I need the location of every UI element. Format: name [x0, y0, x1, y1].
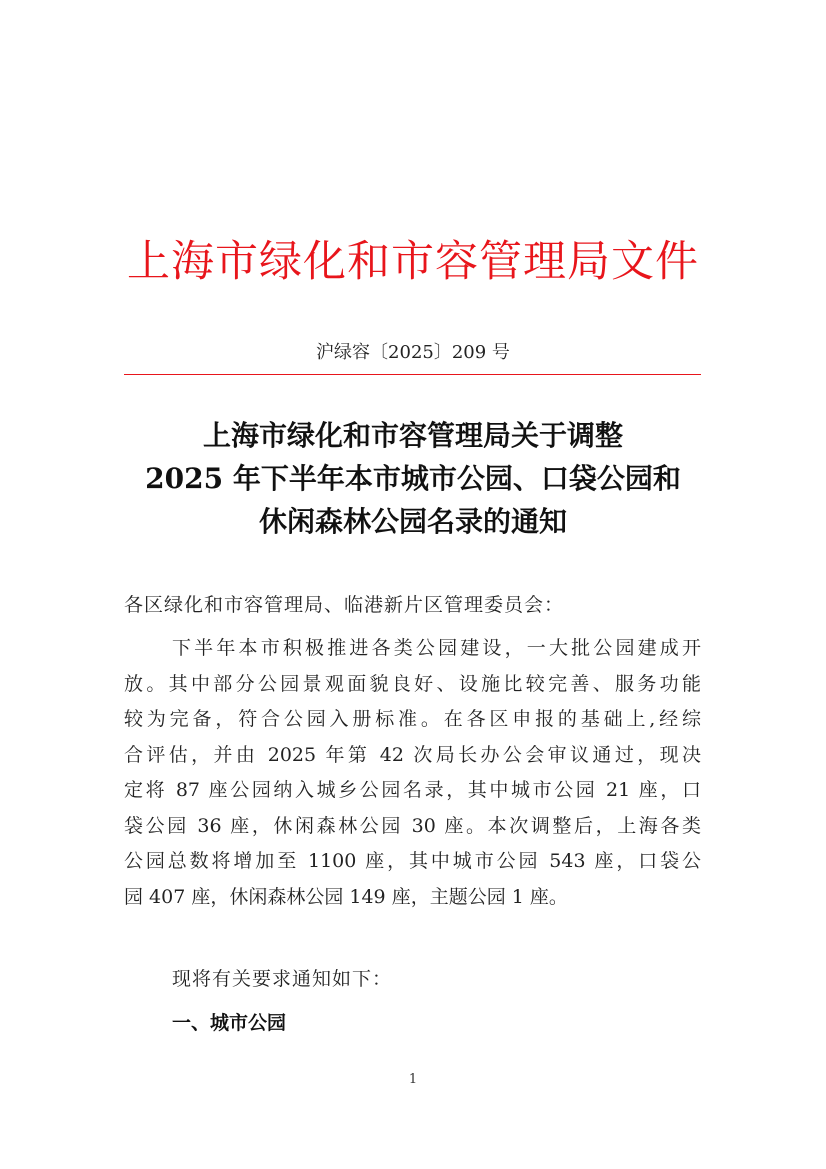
notice-intro-line: 现将有关要求通知如下： [172, 968, 393, 990]
document-number: 沪绿容〔2025〕209 号 [316, 342, 510, 363]
section-heading: 一、城市公园 [172, 1012, 287, 1034]
body-line: 袋公园 36 座，休闲森林公园 30 座。本次调整后，上海各类 [124, 814, 701, 837]
body-line: 定将 87 座公园纳入城乡公园名录，其中城市公园 21 座，口 [124, 779, 701, 801]
red-divider-line [124, 374, 701, 375]
notice-title-line: 休闲森林公园名录的通知 [258, 505, 567, 538]
body-line: 较为完备，符合公园入册标准。在各区申报的基础上,经综 [124, 708, 701, 730]
notice-title-line: 2025 年下半年本市城市公园、口袋公园和 [145, 462, 681, 495]
body-line: 放。其中部分公园景观面貌良好、设施比较完善、服务功能 [124, 672, 701, 695]
salutation: 各区绿化和市容管理局、临港新片区管理委员会： [124, 594, 565, 616]
body-line: 合评估，并由 2025 年第 42 次局长办公会审议通过，现决 [124, 743, 701, 766]
body-line: 公园总数将增加至 1100 座，其中城市公园 543 座，口袋公 [124, 850, 701, 872]
notice-title [110, 414, 716, 543]
body-paragraph [124, 631, 701, 915]
body-line: 园 407 座，休闲森林公园 149 座，主题公园 1 座。 [124, 885, 568, 908]
notice-title-line: 上海市绿化和市容管理局关于调整 [202, 419, 623, 452]
issuer-header-title: 上海市绿化和市容管理局文件 [127, 237, 699, 287]
page-number: 1 [408, 1072, 418, 1087]
body-line: 下半年本市积极推进各类公园建设，一大批公园建成开 [172, 637, 701, 659]
